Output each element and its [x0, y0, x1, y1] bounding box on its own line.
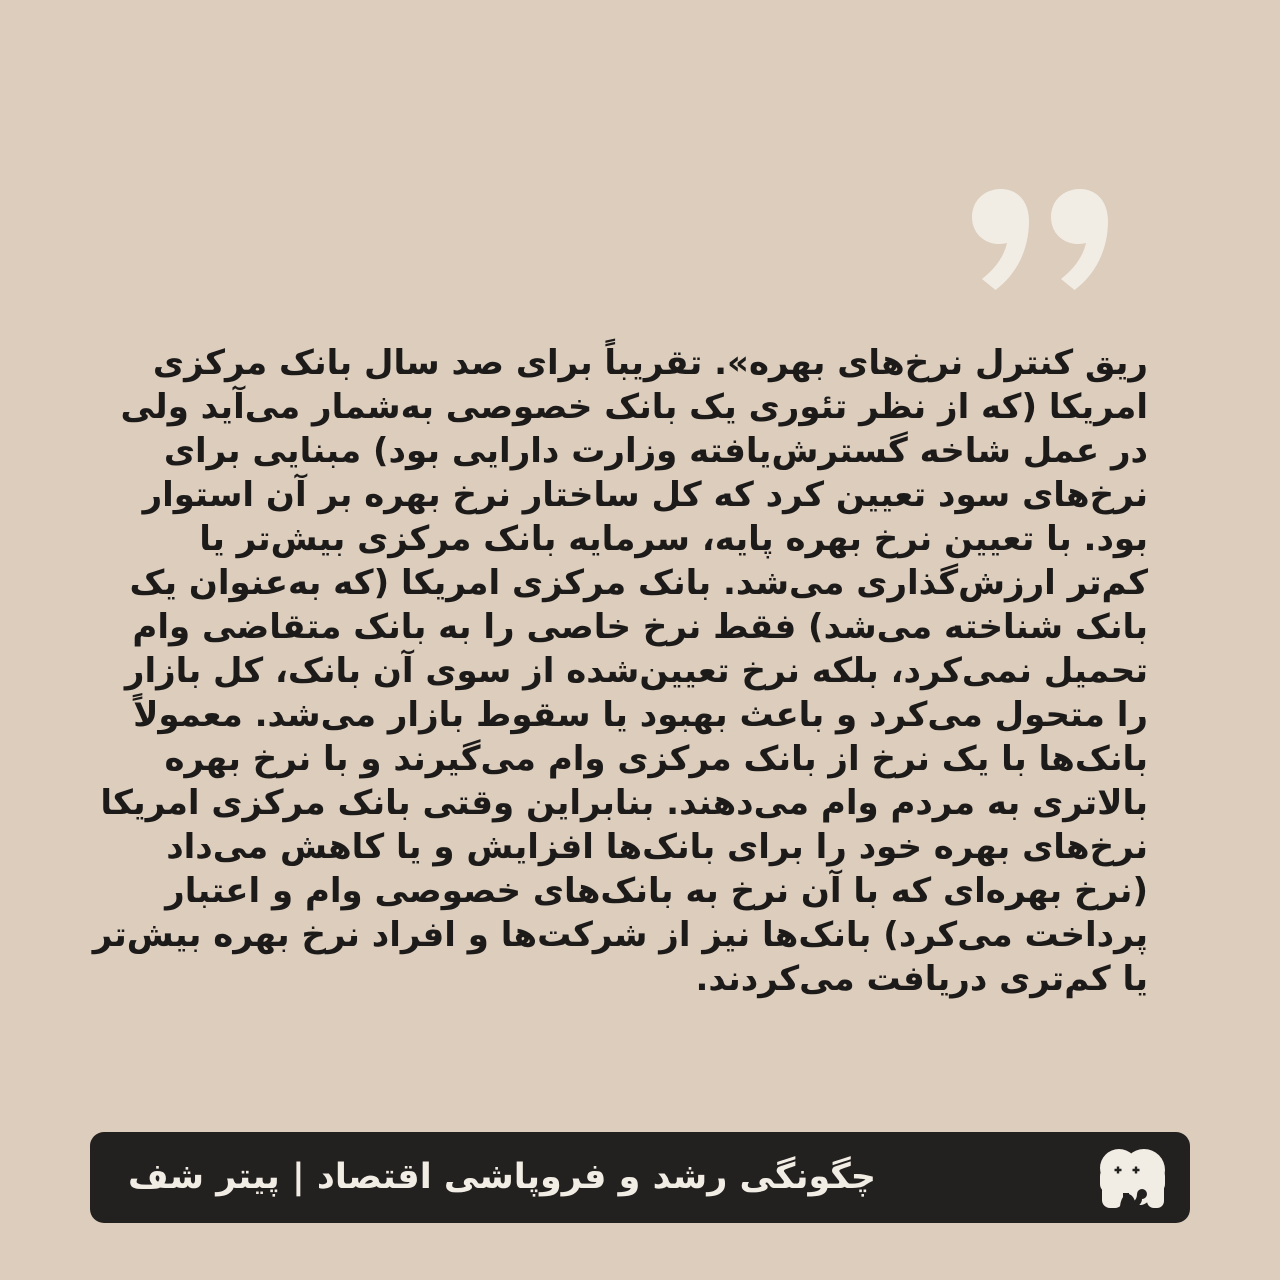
- footer-bar: [90, 1132, 1190, 1223]
- quote-line: امریکا (که از نظر تئوری یک بانک خصوصی به‌شمار می‌آید ولی: [120, 387, 1148, 427]
- quote-line: بالاتری به مردم وام می‌دهند. بنابراین وقتی بانک مرکزی امریکا: [100, 783, 1148, 823]
- quote-line: تحمیل نمی‌کرد، بلکه نرخ تعیین‌شده از سوی آن بانک، کل بازار: [124, 651, 1148, 691]
- quote-line: نرخ‌های بهره خود را برای بانک‌ها افزایش و یا کاهش می‌داد: [166, 827, 1148, 867]
- quote-line: کم‌تر ارزش‌گذاری می‌شد. بانک مرکزی امریکا (که به‌عنوان یک: [129, 563, 1148, 603]
- quote-line: بانک شناخته می‌شد) فقط نرخ خاصی را به بانک متقاضی وام: [132, 607, 1148, 647]
- quote-line: نرخ‌های سود تعیین کرد که کل ساختار نرخ بهره بر آن استوار: [142, 475, 1148, 515]
- quote-line: یا کم‌تری دریافت می‌کردند.: [695, 959, 1148, 999]
- quote-line: (نرخ بهره‌ای که با آن نرخ به بانک‌های خصوصی وام و اعتبار: [165, 871, 1148, 911]
- elephant-logo-icon: [1098, 1147, 1168, 1209]
- quote-line: را متحول می‌کرد و باعث بهبود یا سقوط بازار می‌شد. معمولاً: [133, 695, 1148, 735]
- quote-line: در عمل شاخه گسترش‌یافته وزارت دارایی بود) مبنایی برای: [163, 431, 1148, 471]
- footer-title: چگونگی رشد و فروپاشی اقتصاد | پیتر شف: [128, 1156, 876, 1197]
- quote-line: ریق کنترل نرخ‌های بهره». تقریباً برای صد سال بانک مرکزی: [152, 343, 1148, 383]
- quote-line: بود. با تعیین نرخ بهره پایه، سرمایه بانک مرکزی بیش‌تر یا: [199, 519, 1148, 559]
- quote-mark-icon: [969, 187, 1108, 290]
- quote-line: بانک‌ها با یک نرخ از بانک مرکزی وام می‌گیرند و با نرخ بهره: [164, 739, 1148, 779]
- quote-line: پرداخت می‌کرد) بانک‌ها نیز از شرکت‌ها و افراد نرخ بهره بیش‌تر: [92, 915, 1148, 955]
- quote-text: [92, 341, 1148, 1001]
